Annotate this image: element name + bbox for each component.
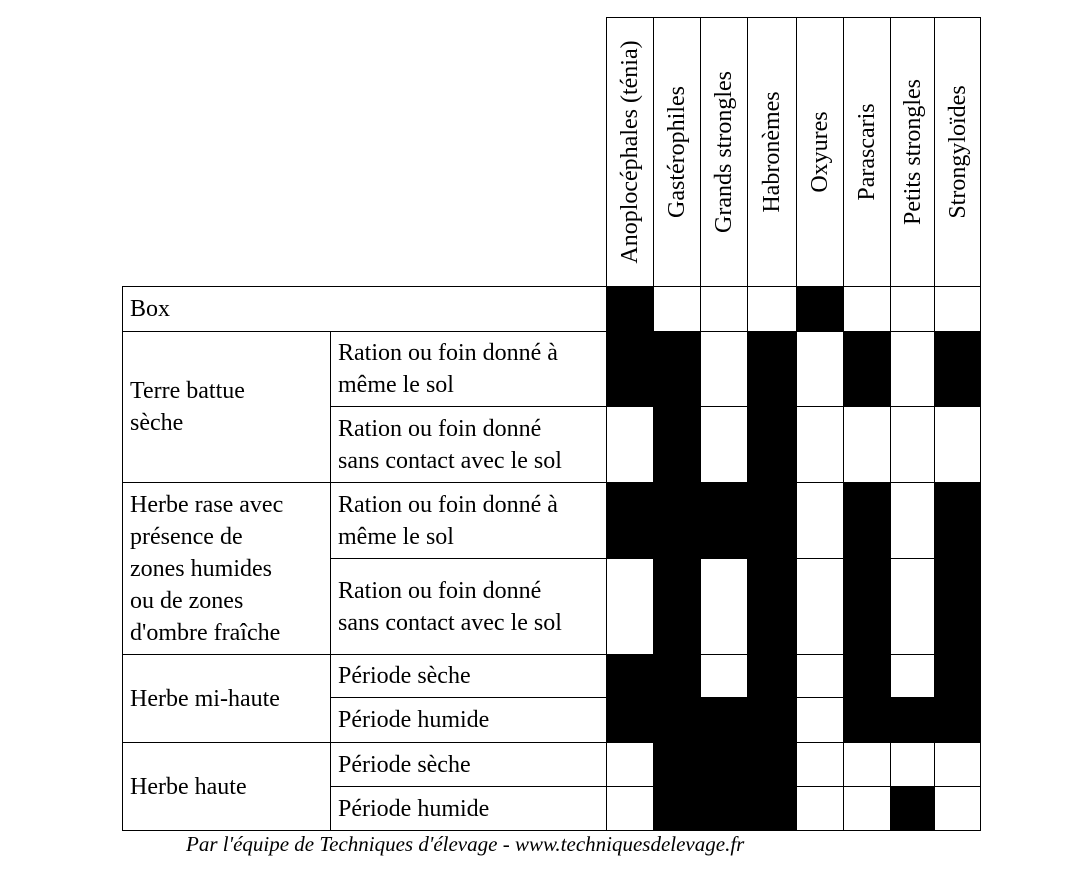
column-header-label: Parascaris — [854, 103, 880, 201]
row-sublabel-line: même le sol — [338, 372, 454, 398]
row-group-label-line: présence de — [130, 523, 243, 550]
risk-cell — [843, 331, 891, 407]
risk-cell — [843, 286, 891, 332]
column-header — [700, 17, 748, 287]
risk-cell — [747, 742, 797, 787]
risk-cell — [747, 786, 797, 831]
risk-cell — [890, 482, 935, 559]
risk-cell — [796, 482, 844, 559]
row-group-label-line: ou de zones — [130, 587, 244, 614]
row-group-label-line: Terre battue — [130, 378, 245, 404]
column-header-label: Grands strongles — [711, 71, 737, 233]
risk-cell — [653, 697, 701, 743]
risk-cell — [606, 331, 654, 407]
row-sublabel — [330, 654, 607, 698]
row-group-label-line: d'ombre fraîche — [130, 619, 281, 646]
risk-cell — [606, 654, 654, 698]
risk-cell — [747, 286, 797, 332]
risk-cell — [747, 406, 797, 483]
risk-cell — [796, 654, 844, 698]
column-header — [796, 17, 844, 287]
risk-cell — [890, 406, 935, 483]
row-sublabel-line: Période sèche — [338, 663, 471, 689]
risk-cell — [934, 286, 981, 332]
risk-cell — [747, 558, 797, 655]
risk-cell — [700, 482, 748, 559]
column-header-label: Strongyloïdes — [944, 85, 971, 219]
column-header — [934, 17, 981, 287]
row-sublabel — [330, 558, 607, 655]
column-header-label: Anoplocéphales (ténia) — [617, 40, 643, 264]
risk-cell — [700, 654, 748, 698]
risk-cell — [934, 406, 981, 483]
risk-cell — [934, 654, 981, 698]
risk-cell — [843, 558, 891, 655]
footer-credit: Par l'équipe de Techniques d'élevage - www.techniquesdelevage.fr — [186, 832, 745, 856]
risk-cell — [890, 286, 935, 332]
column-header — [843, 17, 891, 287]
risk-cell — [700, 786, 748, 831]
risk-cell — [843, 742, 891, 787]
risk-cell — [934, 558, 981, 655]
row-sublabel-line: sans contact avec le sol — [338, 609, 562, 636]
row-sublabel — [330, 482, 607, 559]
column-header-label: Petits strongles — [899, 78, 926, 226]
risk-cell — [653, 286, 701, 332]
risk-cell — [606, 286, 654, 332]
risk-cell — [890, 331, 935, 407]
risk-cell — [606, 697, 654, 743]
risk-cell — [934, 331, 981, 407]
risk-cell — [606, 742, 654, 787]
risk-cell — [653, 786, 701, 831]
risk-cell — [747, 697, 797, 743]
risk-cell — [796, 558, 844, 655]
row-sublabel-line: Période humide — [338, 707, 490, 733]
risk-cell — [700, 406, 748, 483]
row-group-label-line: zones humides — [130, 555, 272, 582]
risk-cell — [606, 558, 654, 655]
row-group-label — [122, 331, 331, 483]
risk-cell — [796, 786, 844, 831]
risk-cell — [843, 786, 891, 831]
column-header-label: Habronèmes — [759, 91, 785, 213]
risk-cell — [700, 286, 748, 332]
risk-cell — [700, 697, 748, 743]
risk-cell — [653, 406, 701, 483]
row-group-label-line: Herbe mi-haute — [130, 685, 280, 712]
row-sublabel-line: Ration ou foin donné — [338, 577, 542, 604]
risk-cell — [700, 742, 748, 787]
risk-cell — [653, 654, 701, 698]
risk-cell — [653, 331, 701, 407]
risk-cell — [796, 742, 844, 787]
risk-cell — [653, 558, 701, 655]
row-sublabel-line: sans contact avec le sol — [338, 447, 562, 474]
risk-cell — [747, 331, 797, 407]
risk-cell — [890, 697, 935, 743]
risk-cell — [934, 786, 981, 831]
row-group-label — [122, 286, 607, 332]
risk-cell — [934, 742, 981, 787]
risk-cell — [843, 406, 891, 483]
risk-cell — [700, 558, 748, 655]
risk-cell — [653, 742, 701, 787]
column-header-label: Oxyures — [807, 111, 833, 193]
risk-cell — [606, 482, 654, 559]
risk-cell — [796, 697, 844, 743]
row-sublabel-line: même le sol — [338, 523, 454, 550]
row-group-label-line: Herbe haute — [130, 773, 247, 800]
row-sublabel-line: Ration ou foin donné — [338, 415, 542, 442]
row-group-label — [122, 654, 331, 743]
row-group-label — [122, 742, 331, 831]
risk-cell — [934, 697, 981, 743]
row-sublabel — [330, 406, 607, 483]
row-group-label-line: sèche — [130, 410, 184, 436]
risk-cell — [606, 786, 654, 831]
risk-cell — [700, 331, 748, 407]
risk-cell — [843, 697, 891, 743]
column-header — [653, 17, 701, 287]
risk-cell — [653, 482, 701, 559]
row-sublabel — [330, 331, 607, 407]
risk-cell — [843, 482, 891, 559]
column-header — [747, 17, 797, 287]
risk-cell — [796, 286, 844, 332]
risk-cell — [747, 654, 797, 698]
risk-cell — [796, 331, 844, 407]
risk-cell — [843, 654, 891, 698]
risk-cell — [934, 482, 981, 559]
row-group-label — [122, 482, 331, 655]
row-sublabel — [330, 742, 607, 787]
row-sublabel-line: Période sèche — [338, 751, 471, 778]
row-sublabel-line: Période humide — [338, 795, 490, 822]
risk-cell — [890, 558, 935, 655]
column-header — [890, 17, 935, 287]
row-sublabel — [330, 786, 607, 831]
risk-cell — [890, 786, 935, 831]
risk-cell — [890, 742, 935, 787]
column-header-label: Gastérophiles — [664, 86, 690, 218]
row-group-label-line: Herbe rase avec — [130, 491, 284, 518]
row-group-label-line: Box — [130, 296, 171, 322]
risk-cell — [890, 654, 935, 698]
column-header — [606, 17, 654, 287]
row-sublabel-line: Ration ou foin donné à — [338, 491, 558, 518]
row-sublabel — [330, 697, 607, 743]
risk-cell — [796, 406, 844, 483]
risk-cell — [606, 406, 654, 483]
row-sublabel-line: Ration ou foin donné à — [338, 340, 558, 366]
risk-cell — [747, 482, 797, 559]
